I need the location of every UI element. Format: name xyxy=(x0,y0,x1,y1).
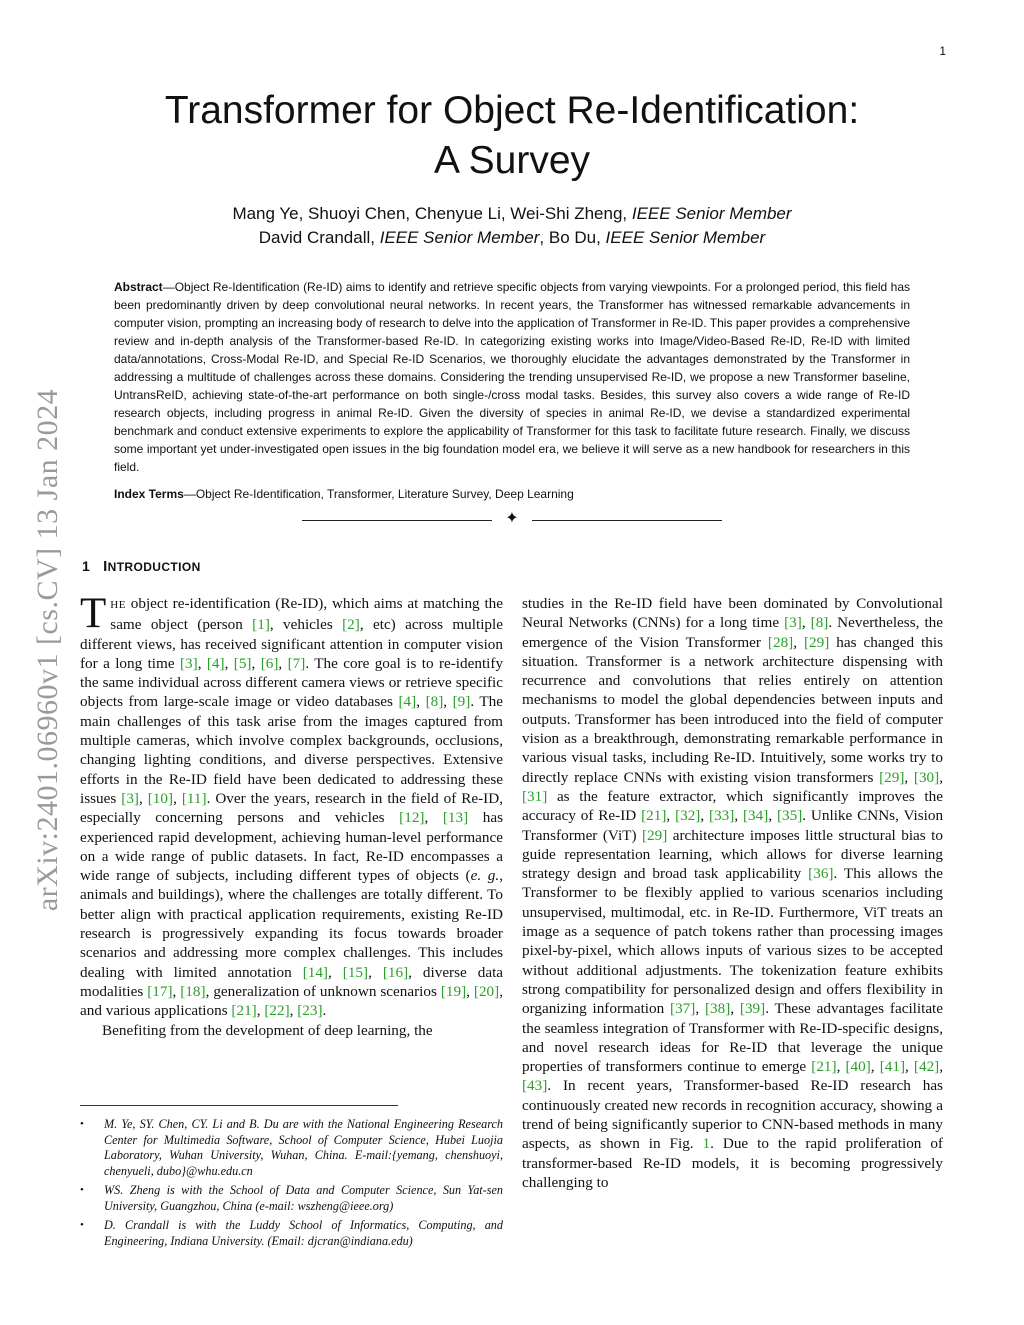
index-terms-text: —Object Re-Identification, Transformer, Literature Survey, Deep Learning xyxy=(183,487,574,501)
citation-link[interactable]: [29] xyxy=(879,768,905,786)
citation-link[interactable]: [36] xyxy=(808,865,834,883)
citation-link[interactable]: [3] xyxy=(121,789,139,807)
section-title-initial: I xyxy=(103,558,108,575)
text-run: , xyxy=(251,654,261,672)
footnote-text: M. Ye, SY. Chen, CY. Li and B. Du are with the National Engineering Research Center for Multimedia Software, School of Computer Science, Hubei Luojia Laboratory, Wuhan University, Wuhan, China. E-mail:{yemang, chenshuoyi, chenyueli, dubo}@whu.edu.cn xyxy=(104,1117,503,1178)
text-run: . Unlike CNNs, Vision Transformer (ViT) xyxy=(522,807,944,844)
text-run: , xyxy=(793,633,804,651)
text-run: , xyxy=(138,789,148,807)
footnote-bullet-icon: • xyxy=(80,1118,84,1130)
text-run: as the feature extractor, which significantly improves the accuracy of Re-ID xyxy=(522,787,943,825)
text-run: , and various applications xyxy=(80,982,503,1020)
citation-link[interactable]: [14] xyxy=(302,963,328,981)
author-list xyxy=(0,202,1024,250)
citation-link[interactable]: [20] xyxy=(473,982,500,1000)
citation-link[interactable]: [35] xyxy=(776,807,803,825)
citation-link[interactable]: [29] xyxy=(804,633,830,651)
author-name-crandall: David Crandall, xyxy=(258,228,380,247)
text-run: , xyxy=(836,1058,846,1076)
citation-link[interactable]: [38] xyxy=(704,1000,731,1018)
citation-link[interactable]: [22] xyxy=(264,1002,290,1020)
author-names-1: Mang Ye, Shuoyi Chen, Chenyue Li, Wei-Shi Zheng, xyxy=(232,204,632,223)
text-run: , xyxy=(904,768,914,786)
text-run: object re-identification (Re-ID), which aims at matching the same object (person xyxy=(110,595,503,634)
footnote-affiliation-whu xyxy=(80,1117,503,1179)
right-column xyxy=(522,594,943,1192)
citation-link[interactable]: [28] xyxy=(767,633,794,651)
text-run: , xyxy=(197,654,207,672)
citation-link[interactable]: [17] xyxy=(147,982,173,1000)
citation-link[interactable]: [18] xyxy=(180,982,206,1000)
abstract xyxy=(114,278,910,476)
citation-link[interactable]: [10] xyxy=(147,789,174,807)
text-run: , xyxy=(289,1002,298,1020)
page-number: 1 xyxy=(939,44,946,58)
citation-link[interactable]: [16] xyxy=(382,963,409,981)
text-run: has experienced rapid development, achieving human-level performance on a wide range of public datasets. In fact, Re-ID encompasses a wide range of subjects, including different types of objects ( xyxy=(80,809,503,885)
text-run: , xyxy=(278,654,288,672)
section-number: 1 xyxy=(82,558,91,574)
text-run: , vehicles xyxy=(269,616,343,634)
author-role-2: IEEE Senior Member xyxy=(379,228,540,247)
footnote-affiliation-sysu xyxy=(80,1183,503,1214)
divider-rule-right xyxy=(532,520,722,521)
index-terms xyxy=(114,486,910,502)
citation-link[interactable]: [9] xyxy=(452,693,471,711)
text-run: , xyxy=(801,614,811,632)
author-name-du: , Bo Du, xyxy=(539,228,606,247)
footnote-text: WS. Zheng is with the School of Data and Computer Science, Sun Yat-sen University, Guangzhou, China (e-mail: wszheng@ieee.org) xyxy=(104,1183,503,1213)
text-run: , xyxy=(173,789,182,807)
text-run: . Due to the rapid proliferation of transformer-based Re-ID models, it is becoming progressively challenging to xyxy=(522,1135,943,1191)
left-column xyxy=(80,590,504,1040)
citation-link[interactable]: 1 xyxy=(702,1135,711,1153)
text-run: . The main challenges of this task arise from the images captured from multiple cameras, which involve complex backgrounds, occlusions, changing lighting conditions, and diverse perspectives. Extensive efforts in the Re-ID field have been dedicated to addressing these issues xyxy=(80,693,504,807)
text-run: , generalization of unknown scenarios xyxy=(205,982,441,1000)
text-run: , xyxy=(368,963,383,981)
abstract-label: Abstract xyxy=(114,280,163,294)
text-run: . xyxy=(322,1002,327,1020)
citation-link[interactable]: [29] xyxy=(641,826,668,844)
title-line-1: Transformer for Object Re-Identification: xyxy=(164,89,860,132)
author-role-1: IEEE Senior Member xyxy=(631,204,792,223)
text-run: , xyxy=(730,1000,740,1018)
paper-title xyxy=(0,86,1024,186)
text-run: . Over the years, research in the field of Re-ID, especially concerning persons and vehicles xyxy=(80,789,503,827)
citation-link[interactable]: [21] xyxy=(231,1002,257,1020)
text-run: studies in the Re-ID field have been dominated by Convolutional Neural Networks (CNNs) for a long time xyxy=(522,595,943,632)
citation-link[interactable]: [21] xyxy=(811,1058,837,1076)
citation-link[interactable]: [43] xyxy=(522,1077,548,1095)
citation-link[interactable]: [13] xyxy=(442,809,469,827)
drop-cap: T xyxy=(80,590,107,637)
text-run: , xyxy=(416,693,426,711)
citation-link[interactable]: [3] xyxy=(784,614,802,632)
author-role-3: IEEE Senior Member xyxy=(605,228,766,247)
citation-link[interactable]: [4] xyxy=(398,693,417,711)
footnote-rule xyxy=(80,1105,398,1106)
footnotes xyxy=(80,1117,503,1253)
index-terms-label: Index Terms xyxy=(114,487,184,501)
citation-link[interactable]: [3] xyxy=(179,654,198,672)
footnote-bullet-icon: • xyxy=(80,1184,84,1196)
citation-link[interactable]: [32] xyxy=(675,807,701,825)
text-run: , xyxy=(695,1000,705,1018)
citation-link[interactable]: [23] xyxy=(297,1002,323,1020)
text-run: . Nevertheless, the emergence of the Vision Transformer xyxy=(522,614,943,651)
citation-link[interactable]: [42] xyxy=(913,1058,940,1076)
citation-link[interactable]: [30] xyxy=(913,768,940,786)
citation-link[interactable]: [5] xyxy=(233,654,252,672)
title-line-2: A Survey xyxy=(433,139,591,182)
intro-paragraph-1-body xyxy=(80,590,504,1020)
citation-link[interactable]: [15] xyxy=(342,963,369,981)
citation-link[interactable]: [2] xyxy=(342,616,360,634)
citation-link[interactable]: [41] xyxy=(879,1058,906,1076)
author-line-1 xyxy=(0,202,1024,226)
text-run: has changed this situation. Transformer is a network architecture dispensing with recurrence and convolutions that relies entirely on attention mechanisms to model the global dependencies between inputs and outputs. Transformer has been introduced into the field of computer vision as a breakthrough, demonstrating remarkable performance in various visual tasks, including Re-ID. Intuitively, some works try to directly replace CNNs with existing vision transformers xyxy=(522,633,943,786)
citation-link[interactable]: [34] xyxy=(743,807,769,825)
text-run: , xyxy=(424,809,443,827)
text-run: , xyxy=(256,1002,265,1020)
intro-paragraph-1 xyxy=(80,590,504,1021)
text-run: , xyxy=(734,807,743,825)
text-run: e. g. xyxy=(470,867,500,885)
divider-star-icon: ✦ xyxy=(505,510,519,527)
citation-link[interactable]: [37] xyxy=(670,1000,696,1018)
drop-cap-rest: HE xyxy=(110,599,126,611)
text-run: . The core goal is to re-identify the same individual across different camera views or retrieve specific objects from large-scale image or video databases xyxy=(80,654,504,711)
citation-link[interactable]: [12] xyxy=(399,809,425,827)
text-run: . In recent years, Transformer-based Re-ID research has continuously created new records in recognition accuracy, showing a trend of being significantly superior to CNN-based methods in many aspects, as shown in Fig. xyxy=(522,1077,943,1153)
text-run: , diverse data modalities xyxy=(80,963,504,1000)
footnote-affiliation-indiana xyxy=(80,1218,503,1249)
footnote-bullet-icon: • xyxy=(80,1219,84,1231)
footnote-text: D. Crandall is with the Luddy School of Informatics, Computing, and Engineering, Indiana University. (Email: djcran@indiana.edu) xyxy=(104,1218,503,1248)
text-run: , xyxy=(224,654,234,672)
text-run: . This allows the Transformer to be flexibly applied to various scenarios including unsupervised, multimodal, etc. in Re-ID. Furthermore, ViT treats an image as a sequence of patch tokens rather than processing images pixel-by-pixel, which allows inputs of various sizes to be accepted without additional adjustments. The tokenization feature exhibits strong compatibility for personalized design and offers flexibility in organizing information xyxy=(522,865,943,1018)
text-run: architecture imposes little structural bias to guide representation learning, which allows for diverse learning strategy design and broad task applicability xyxy=(522,826,943,883)
citation-link[interactable]: [31] xyxy=(522,787,548,805)
citation-link[interactable]: [11] xyxy=(181,789,207,807)
text-run: , xyxy=(443,693,453,711)
text-run: , xyxy=(905,1058,914,1076)
text-run: . These advantages facilitate the seamless integration of Transformer with Re-ID-specific designs, and novel research ideas for Re-ID that leverage the unique properties of transformers continue to emerge xyxy=(522,1000,944,1076)
citation-link[interactable]: [8] xyxy=(810,614,829,632)
citation-link[interactable]: [4] xyxy=(206,654,225,672)
citation-link[interactable]: [8] xyxy=(425,693,444,711)
text-run: , xyxy=(700,807,710,825)
section-title-rest: NTRODUCTION xyxy=(107,560,201,574)
text-run: , xyxy=(768,807,777,825)
citation-link[interactable]: [21] xyxy=(641,807,667,825)
text-run: , xyxy=(666,807,676,825)
citation-link[interactable]: [39] xyxy=(739,1000,766,1018)
citation-link[interactable]: [1] xyxy=(252,616,270,634)
section-heading-introduction xyxy=(82,558,201,575)
citation-link[interactable]: [6] xyxy=(260,654,279,672)
text-run: , xyxy=(172,982,181,1000)
arxiv-stamp: arXiv:2401.06960v1 [cs.CV] 13 Jan 2024 xyxy=(31,388,64,912)
citation-link[interactable]: [19] xyxy=(440,982,467,1000)
abstract-text: —Object Re-Identification (Re-ID) aims to identify and retrieve specific objects from varying viewpoints. For a prolonged period, this field has been predominantly driven by deep convolutional neural networks. In recent years, the Transformer has witnessed remarkable advancements in computer vision, prompting an increasing body of research to delve into the application of Transformer in Re-ID. This paper provides a comprehensive review and in-depth analysis of the Transformer-based Re-ID. In categorizing existing works into Image/Video-Based Re-ID, Re-ID with limited data/annotations, Cross-Modal Re-ID, and Special Re-ID Scenarios, we thoroughly elucidate the advantages demonstrated by the Transformer in addressing a multitude of challenges across these domains. Considering the trending unsupervised Re-ID, we propose a new Transformer baseline, UntransReID, achieving state-of-the-art performance on both single-/cross modal tasks. Besides, this survey also covers a wide range of Re-ID research objects, including progress in animal Re-ID. Given the diversity of species in animal Re-ID, we devise a standardized experimental benchmark and conduct extensive experiments to explore the applicability of Transformer for this task to facilitate future research. Finally, we discuss some important yet under-investigated open issues in the big foundation model era, we believe it will serve as a new handbook for researchers in this field. xyxy=(114,280,910,474)
text-run: , etc) across multiple different views, has received significant attention in computer vision for a long time xyxy=(80,616,503,672)
text-run: , xyxy=(466,982,474,1000)
intro-paragraph-right xyxy=(522,594,943,1192)
citation-link[interactable]: [33] xyxy=(709,807,735,825)
text-run: , xyxy=(939,768,943,786)
text-run: , xyxy=(870,1058,880,1076)
text-run: , animals and buildings), where the challenges are totally different. To better align with practical application requirements, existing Re-ID research is progressively expanding its focus towards broader scenarios and addressing more complex challenges. This includes dealing with limited annotation xyxy=(80,867,503,981)
text-run: , xyxy=(328,963,343,981)
intro-paragraph-2: Benefiting from the development of deep learning, the xyxy=(102,1021,433,1039)
citation-link[interactable]: [7] xyxy=(287,654,306,672)
text-run: , xyxy=(939,1058,944,1076)
citation-link[interactable]: [40] xyxy=(845,1058,871,1076)
author-line-2 xyxy=(0,226,1024,250)
divider-rule-left xyxy=(302,520,492,521)
